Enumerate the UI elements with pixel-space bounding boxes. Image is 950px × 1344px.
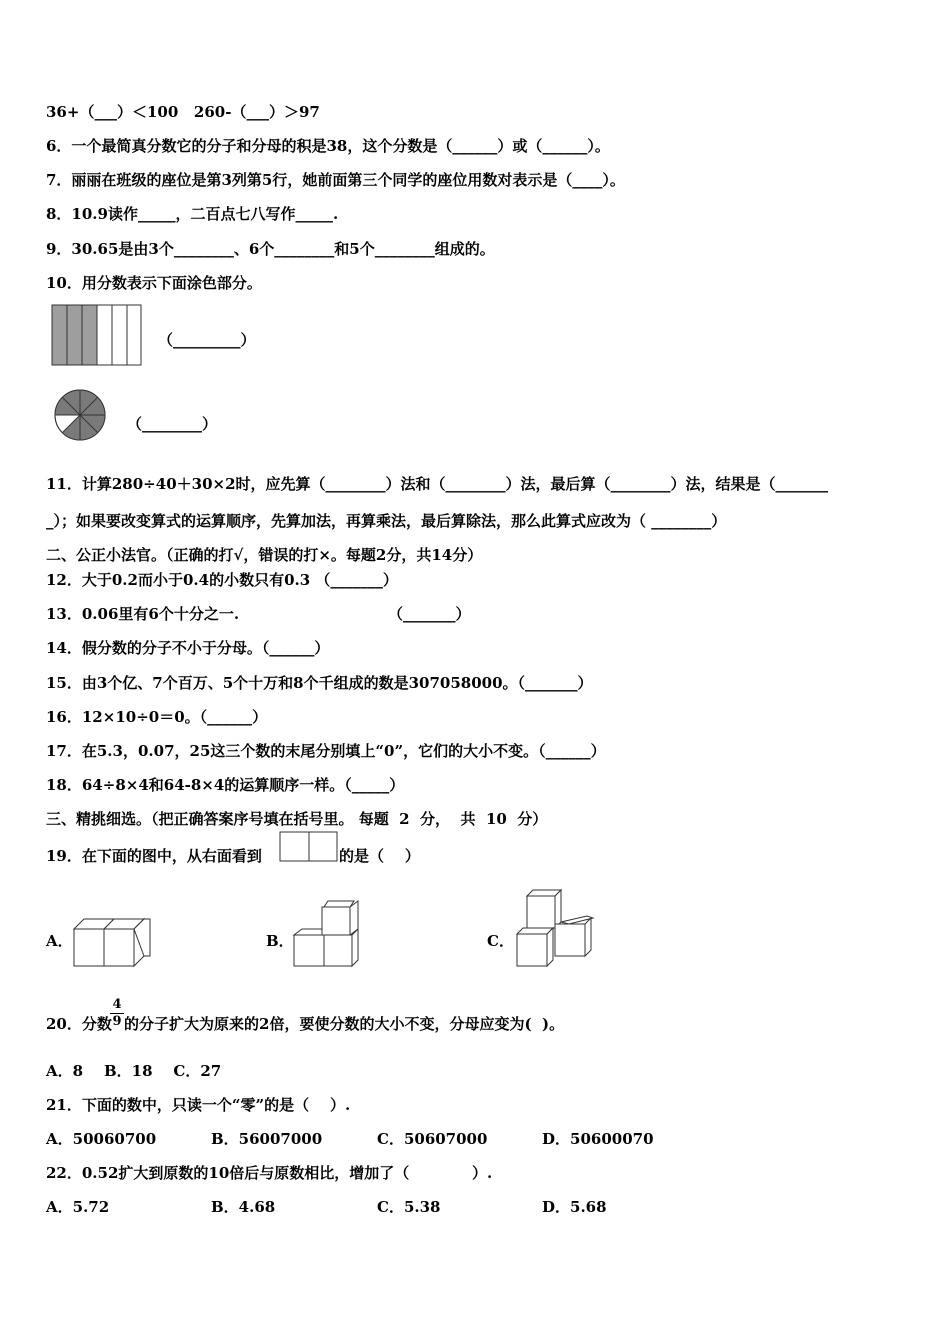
section-3-heading: 三、精挑细选。（把正确答案序号填在括号里。 每题 2 分， 共 10 分）: [46, 810, 548, 828]
question-21: 21．下面的数中，只读一个“零”的是（ ）.: [46, 1096, 351, 1114]
question-9: 9．30.65是由3个________、6个________和5个________组成的。: [46, 240, 495, 258]
answer-blank-circle: （________）: [127, 415, 218, 433]
question-8: 8．10.9读作_____，二百点七八写作_____.: [46, 205, 339, 223]
q22-option-d: D．5.68: [542, 1198, 607, 1216]
question-14: 14．假分数的分子不小于分母。（______）: [46, 639, 330, 657]
q21-option-b: B．56007000: [211, 1130, 323, 1148]
q21-option-d: D．50600070: [542, 1130, 654, 1148]
question-17: 17．在5.3，0.07，25这三个数的末尾分别填上“0”，它们的大小不变。（______）: [46, 742, 606, 760]
fraction-denominator: 9: [110, 1013, 124, 1030]
question-6: 6．一个最简真分数它的分子和分母的积是38，这个分数是（______）或（______）。: [46, 137, 610, 155]
right-view-figure: [279, 831, 339, 863]
answer-blank-bar: （_________）: [158, 331, 256, 349]
question-20-options: A．8 B．18 C．27: [46, 1062, 222, 1080]
q22-option-a: A．5.72: [46, 1198, 110, 1216]
question-11-part1: 11．计算280÷40＋30×2时，应先算（________）法和（________）法，最后算（________）法，结果是（_______: [46, 475, 829, 493]
question-19-tail: 的是（ ）: [339, 847, 420, 865]
shaded-bar-figure: [51, 304, 143, 367]
question-20-text: 20．分数: [46, 1015, 112, 1033]
question-16: 16．12×10÷0＝0。（______）: [46, 708, 268, 726]
q19-option-b-figure: [292, 897, 364, 969]
q19-option-c-label: C．: [487, 932, 514, 950]
fraction-4-9: [110, 997, 124, 1030]
question-11-part2: _）；如果要改变算式的运算顺序，先算加法，再算乘法，最后算除法，那么此算式应改为（ ________）: [46, 512, 727, 530]
question-12: 12．大于0.2而小于0.4的小数只有0.3 （_______）: [46, 571, 398, 589]
question-13-blank: （_______）: [388, 605, 471, 623]
question-13: 13．0.06里有6个十分之一.: [46, 605, 240, 623]
q19-option-a-figure: [72, 915, 154, 969]
shaded-circle-figure: [53, 388, 107, 442]
q19-option-c-figure: [513, 888, 599, 970]
q5-comparison-line: 36+（___）＜100 260-（___）＞97: [46, 103, 320, 121]
question-22: 22．0.52扩大到原数的10倍后与原数相比，增加了（ ）.: [46, 1164, 493, 1182]
fraction-numerator: 4: [112, 997, 122, 1012]
q22-option-c: C．5.38: [377, 1198, 441, 1216]
question-10: 10．用分数表示下面涂色部分。: [46, 274, 262, 292]
q19-option-a-label: A．: [46, 932, 73, 950]
question-15: 15．由3个亿、7个百万、5个十万和8个千组成的数是307058000。（_______）: [46, 674, 593, 692]
question-7: 7．丽丽在班级的座位是第3列第5行，她前面第三个同学的座位用数对表示是（____）。: [46, 171, 625, 189]
question-18: 18．64÷8×4和64-8×4的运算顺序一样。（_____）: [46, 776, 405, 794]
section-2-heading: 二、公正小法官。（正确的打√，错误的打×。每题2分，共14分）: [46, 546, 483, 564]
question-19-text: 19．在下面的图中，从右面看到: [46, 847, 262, 865]
q21-option-a: A．50060700: [46, 1130, 157, 1148]
question-20-tail: 的分子扩大为原来的2倍，要使分数的大小不变，分母应变为( )。: [124, 1015, 565, 1033]
q22-option-b: B．4.68: [211, 1198, 276, 1216]
q19-option-b-label: B．: [266, 932, 294, 950]
q21-option-c: C．50607000: [377, 1130, 488, 1148]
